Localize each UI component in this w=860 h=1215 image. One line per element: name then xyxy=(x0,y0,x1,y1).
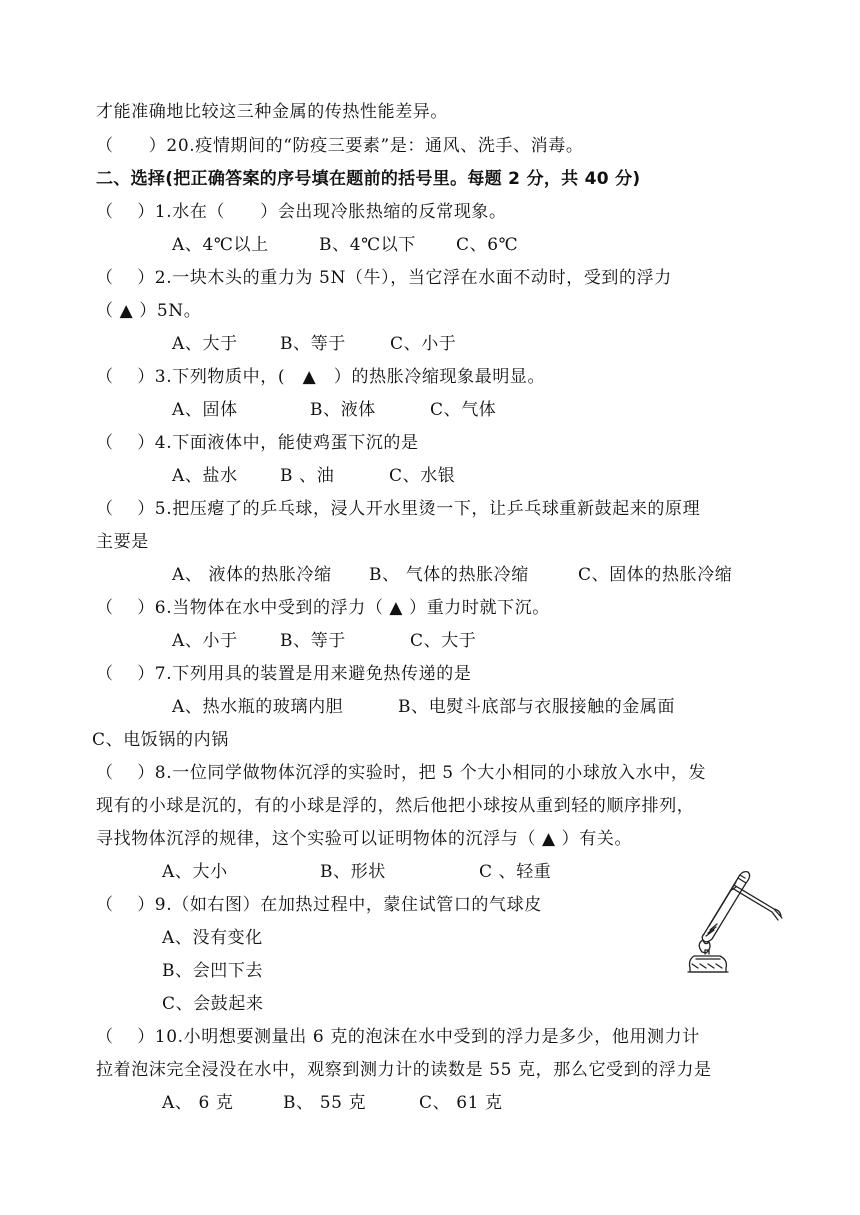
option-a: A、固体 xyxy=(172,400,238,420)
options-q10 xyxy=(162,1092,503,1114)
option-c-q9: C、会鼓起来 xyxy=(162,994,264,1014)
option-c: C 、轻重 xyxy=(479,862,552,882)
option-c: C、小于 xyxy=(390,334,457,354)
question-6: （ ）6.当物体在水中受到的浮力（ ▲ ）重力时就下沉。 xyxy=(96,598,550,618)
option-b: B、液体 xyxy=(310,400,376,420)
option-c: C、水银 xyxy=(389,466,456,486)
question-2: （ ）2.一块木头的重力为 5N（牛），当它浮在水面不动时，受到的浮力 xyxy=(96,268,672,288)
question-3: （ ）3.下列物质中，( ▲ ）的热胀冷缩现象最明显。 xyxy=(96,367,546,387)
question-8: （ ）8.一位同学做物体沉浮的实验时，把 5 个大小相同的小球放入水中，发 xyxy=(96,763,707,783)
question-20: （ ）20.疫情期间的“防疫三要素”是：通风、洗手、消毒。 xyxy=(96,136,584,156)
question-1: （ ）1.水在（ ）会出现冷胀热缩的反常现象。 xyxy=(96,202,507,222)
question-2-continued: （ ▲ ）5N。 xyxy=(96,301,202,321)
question-8-line-2: 现有的小球是沉的，有的小球是浮的，然后他把小球按从重到轻的顺序排列， xyxy=(96,796,695,816)
option-c: C、固体的热胀冷缩 xyxy=(578,565,733,585)
question-10-line-2: 拉着泡沫完全浸没在水中，观察到测力计的读数是 55 克，那么它受到的浮力是 xyxy=(96,1060,712,1080)
question-4: （ ）4.下面液体中，能使鸡蛋下沉的是 xyxy=(96,433,419,453)
option-b: B、 气体的热胀冷缩 xyxy=(369,565,529,585)
question-8-line-3: 寻找物体沉浮的规律，这个实验可以证明物体的沉浮与（ ▲ ）有关。 xyxy=(96,829,633,849)
test-tube-heating-icon xyxy=(676,864,788,976)
options-q2 xyxy=(172,333,456,355)
options-q5 xyxy=(172,564,732,586)
option-c: C、气体 xyxy=(430,400,497,420)
option-c: C、 61 克 xyxy=(419,1093,503,1113)
options-q7 xyxy=(172,696,675,718)
option-c-q7: C、电饭锅的内锅 xyxy=(92,730,229,750)
option-a: A、大小 xyxy=(162,862,228,882)
option-a: A、大于 xyxy=(172,334,238,354)
options-q4 xyxy=(172,465,455,487)
option-a: A、小于 xyxy=(172,631,238,651)
question-9: （ ）9.（如右图）在加热过程中，蒙住试管口的气球皮 xyxy=(96,895,542,915)
section-heading: 二、选择(把正确答案的序号填在题前的括号里。每题 2 分，共 40 分) xyxy=(96,169,641,189)
option-b: B、4℃以下 xyxy=(319,235,416,255)
option-b: B、形状 xyxy=(320,862,386,882)
option-a: A、热水瓶的玻璃内胆 xyxy=(172,697,344,717)
option-b: B 、油 xyxy=(280,466,335,486)
options-q3 xyxy=(172,399,496,421)
option-c: C、6℃ xyxy=(456,235,519,255)
option-a-q9: A、没有变化 xyxy=(162,928,263,948)
options-q6 xyxy=(172,630,476,652)
option-b: B、等于 xyxy=(280,631,346,651)
option-a: A、盐水 xyxy=(172,466,238,486)
options-q1 xyxy=(172,234,518,256)
option-b-q9: B、会凹下去 xyxy=(162,961,264,981)
question-7: （ ）7.下列用具的装置是用来避免热传递的是 xyxy=(96,664,472,684)
option-b: B、等于 xyxy=(280,334,346,354)
options-q8 xyxy=(162,861,551,883)
text-line-intro: 才能准确地比较这三种金属的传热性能差异。 xyxy=(96,102,448,122)
question-10: （ ）10.小明想要测量出 6 克的泡沫在水中受到的浮力是多少，他用测力计 xyxy=(96,1027,700,1047)
option-a: A、 液体的热胀冷缩 xyxy=(172,565,332,585)
question-5-continued: 主要是 xyxy=(96,532,149,552)
option-b: B、 55 克 xyxy=(283,1093,367,1113)
question-5: （ ）5.把压瘪了的乒乓球，浸人开水里烫一下，让乒乓球重新鼓起来的原理 xyxy=(96,499,701,519)
option-a: A、4℃以上 xyxy=(172,235,269,255)
option-a: A、 6 克 xyxy=(162,1093,234,1113)
option-b: B、电熨斗底部与衣服接触的金属面 xyxy=(398,697,676,717)
option-c: C、大于 xyxy=(410,631,477,651)
